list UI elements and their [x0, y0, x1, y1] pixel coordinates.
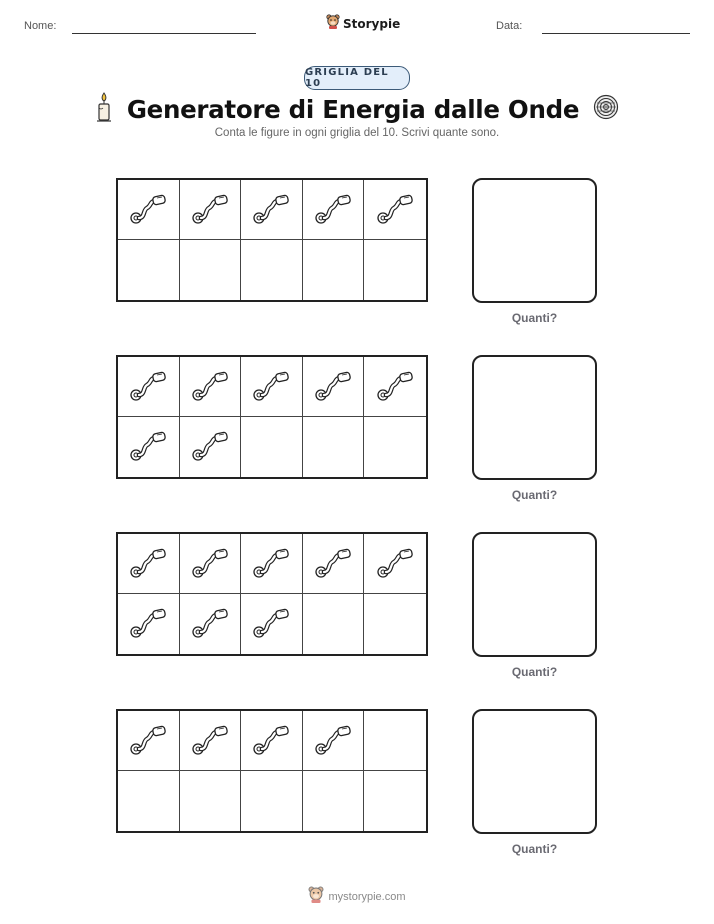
- ten-frame-cell: [118, 534, 180, 594]
- ten-frame-cell: [303, 357, 365, 417]
- wave-energy-generator-icon: [128, 605, 168, 643]
- wave-energy-generator-icon: [190, 545, 230, 583]
- ten-frame-cell: [118, 771, 180, 831]
- wave-energy-generator-icon: [190, 428, 230, 466]
- ten-frame-cell: [180, 240, 242, 300]
- answer-box-3[interactable]: [472, 532, 597, 657]
- title-row: [0, 91, 714, 127]
- footer: [0, 886, 714, 907]
- wave-energy-generator-icon: [251, 368, 291, 406]
- wave-energy-generator-icon: [128, 191, 168, 229]
- answer-prompt: Quanti?: [511, 665, 558, 679]
- ten-frame-cell: [364, 594, 426, 654]
- wave-energy-generator-icon: [251, 545, 291, 583]
- ten-frame-2: [116, 355, 428, 479]
- wave-energy-generator-icon: [251, 605, 291, 643]
- ten-frame-cell: [241, 417, 303, 477]
- wave-energy-generator-icon: [375, 368, 415, 406]
- brand-name: Storypie: [343, 16, 401, 31]
- coil-icon: [593, 94, 619, 124]
- wave-energy-generator-icon: [190, 605, 230, 643]
- wave-energy-generator-icon: [128, 368, 168, 406]
- ten-frame-cell: [241, 180, 303, 240]
- ten-frame-cell: [303, 594, 365, 654]
- wave-energy-generator-icon: [313, 368, 353, 406]
- ten-frame-cell: [364, 417, 426, 477]
- ten-frame-cell: [303, 417, 365, 477]
- wave-energy-generator-icon: [375, 191, 415, 229]
- ten-frame-cell: [118, 594, 180, 654]
- wave-energy-generator-icon: [128, 545, 168, 583]
- wave-energy-generator-icon: [128, 428, 168, 466]
- ten-frame-cell: [241, 771, 303, 831]
- answer-prompt: Quanti?: [511, 488, 558, 502]
- answer-box-4[interactable]: [472, 709, 597, 834]
- answer-prompt: Quanti?: [511, 311, 558, 325]
- ten-frame-cell: [364, 180, 426, 240]
- wave-energy-generator-icon: [190, 722, 230, 760]
- wave-energy-generator-icon: [190, 191, 230, 229]
- ten-frame-cell: [364, 711, 426, 771]
- wave-energy-generator-icon: [251, 191, 291, 229]
- bear-mascot-icon: [326, 14, 340, 33]
- wave-energy-generator-icon: [190, 368, 230, 406]
- wave-energy-generator-icon: [375, 545, 415, 583]
- answer-box-2[interactable]: [472, 355, 597, 480]
- wave-energy-generator-icon: [313, 191, 353, 229]
- ten-frame-cell: [180, 711, 242, 771]
- bear-mascot-icon: [308, 886, 324, 907]
- page-title: Generatore di Energia dalle Onde: [126, 94, 580, 124]
- ten-frame-cell: [303, 180, 365, 240]
- candle-icon: [95, 91, 113, 127]
- ten-frame-cell: [364, 357, 426, 417]
- date-line[interactable]: [542, 33, 690, 34]
- ten-frame-3: [116, 532, 428, 656]
- ten-frame-cell: [180, 417, 242, 477]
- ten-frame-cell: [180, 594, 242, 654]
- name-line[interactable]: [72, 33, 256, 34]
- ten-frame-cell: [241, 357, 303, 417]
- brand: [326, 14, 400, 33]
- ten-frame-cell: [364, 240, 426, 300]
- ten-frame-cell: [241, 240, 303, 300]
- name-label: Nome:: [24, 20, 57, 32]
- wave-energy-generator-icon: [313, 722, 353, 760]
- ten-frame-cell: [180, 180, 242, 240]
- ten-frame-cell: [118, 357, 180, 417]
- ten-frame-cell: [303, 240, 365, 300]
- wave-energy-generator-icon: [251, 722, 291, 760]
- ten-frame-cell: [118, 240, 180, 300]
- ten-frame-cell: [303, 711, 365, 771]
- ten-frame-4: [116, 709, 428, 833]
- ten-frame-cell: [118, 417, 180, 477]
- instructions: Conta le figure in ogni griglia del 10. Scrivi quante sono.: [214, 127, 500, 139]
- ten-frame-cell: [180, 771, 242, 831]
- ten-frame-cell: [241, 594, 303, 654]
- ten-frame-cell: [364, 534, 426, 594]
- ten-frame-cell: [364, 771, 426, 831]
- ten-frame-cell: [180, 534, 242, 594]
- footer-url: mystorypie.com: [328, 890, 406, 903]
- ten-frame-cell: [180, 357, 242, 417]
- ten-frame-cell: [303, 534, 365, 594]
- date-label: Data:: [496, 20, 523, 32]
- ten-frame-cell: [303, 771, 365, 831]
- ten-frame-1: [116, 178, 428, 302]
- wave-energy-generator-icon: [128, 722, 168, 760]
- ten-frame-cell: [241, 534, 303, 594]
- answer-box-1[interactable]: [472, 178, 597, 303]
- worksheet-type-badge: GRIGLIA DEL 10: [304, 66, 410, 90]
- ten-frame-cell: [118, 711, 180, 771]
- ten-frame-cell: [118, 180, 180, 240]
- ten-frame-cell: [241, 711, 303, 771]
- answer-prompt: Quanti?: [511, 842, 558, 856]
- wave-energy-generator-icon: [313, 545, 353, 583]
